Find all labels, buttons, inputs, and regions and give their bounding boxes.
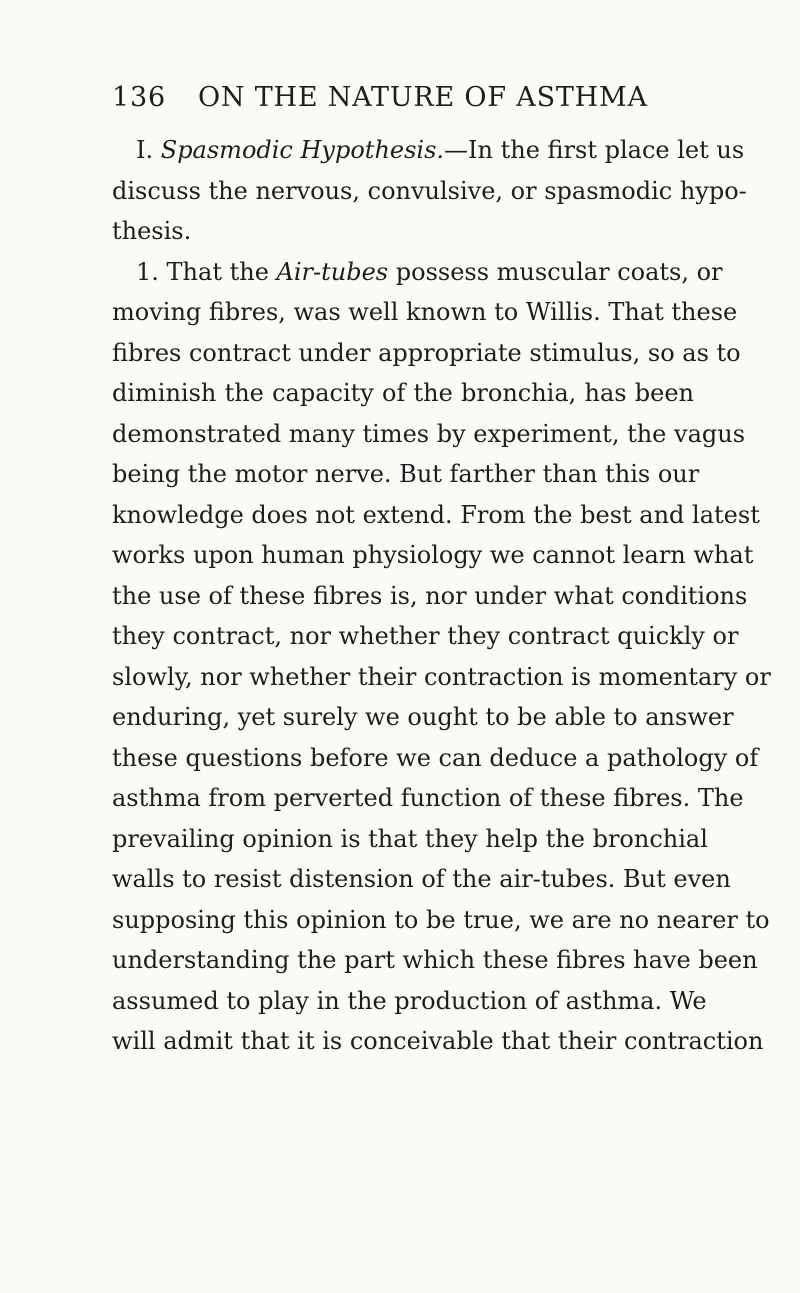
text-line: prevailing opinion is that they help the bronchial [112,824,708,853]
text-line: will admit that it is conceivable that their contraction [112,1027,764,1055]
point-rest: possess muscular coats, or [395,257,723,286]
section-heading-line [112,130,745,171]
section-label: I. [136,136,154,164]
text-line: moving fibres, was well known to Willis. That these [112,298,738,326]
text-line: being the motor nerve. But farther than this our [112,460,700,488]
point-lead: That the [166,257,269,286]
text-line: fibres contract under appropriate stimulus, so as to [112,338,741,367]
text-line: diminish the capacity of the bronchia, has been [112,379,694,407]
text-line: knowledge does not extend. From the best and latest [112,500,760,529]
text-line: thesis. [112,217,192,245]
text-line: supposing this opinion to be true, we are no nearer to [112,905,770,934]
section-intro: —In the first place let us [444,136,745,164]
text-line: asthma from perverted function of these fibres. The [112,784,744,812]
text-line: these questions before we can deduce a pathology of [112,743,759,772]
page-number: 136 [112,82,166,113]
text-line: they contract, nor whether they contract quickly or [112,622,739,650]
text-line: the use of these fibres is, nor under what conditions [112,581,748,610]
text-line: assumed to play in the production of asthma. We [112,986,707,1015]
point-term: Air-tubes [276,257,389,286]
point-1-line [112,252,723,293]
text-line: understanding the part which these fibres have been [112,946,758,974]
section-heading: Spasmodic Hypothesis. [160,136,445,164]
text-line: discuss the nervous, convulsive, or spasmodic hypo- [112,176,747,205]
text-line: walls to resist distension of the air-tubes. But even [112,865,731,893]
running-title: ON THE NATURE OF ASTHMA [198,82,648,113]
text-line: demonstrated many times by experiment, the vagus [112,419,746,448]
text-line: works upon human physiology we cannot learn what [112,541,754,569]
running-head [112,82,692,122]
text-line: slowly, nor whether their contraction is momentary or [112,662,771,691]
point-number: 1. [136,257,159,286]
text-line: enduring, yet surely we ought to be able to answer [112,703,734,731]
body-text [112,130,771,1062]
